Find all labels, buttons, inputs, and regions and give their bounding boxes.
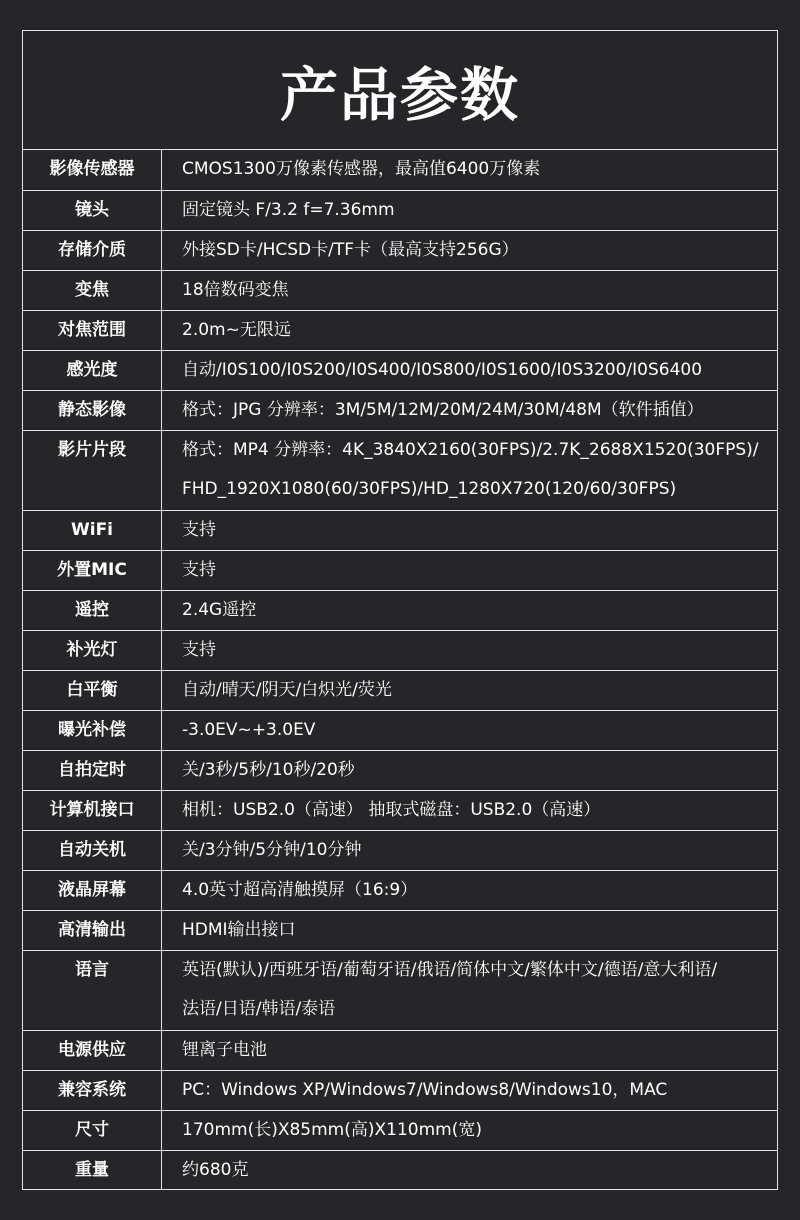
table-row <box>23 590 777 630</box>
spec-key: 遥控 <box>23 590 162 630</box>
spec-key: 镜头 <box>23 190 162 230</box>
table-row <box>23 710 777 750</box>
spec-value-line: 格式：MP4 分辨率：4K_3840X2160(30FPS)/2.7K_2688X1520(30FPS)/ <box>182 439 759 460</box>
spec-value: 相机：USB2.0（高速） 抽取式磁盘：USB2.0（高速） <box>162 790 778 830</box>
table-row <box>23 1030 777 1070</box>
table-row <box>23 670 777 710</box>
table-row <box>23 870 777 910</box>
spec-key: 兼容系统 <box>23 1070 162 1110</box>
spec-key: 计算机接口 <box>23 790 162 830</box>
spec-key: 自拍定时 <box>23 750 162 790</box>
table-row <box>23 150 777 190</box>
spec-key: 对焦范围 <box>23 310 162 350</box>
spec-key: 变焦 <box>23 270 162 310</box>
spec-key: 重量 <box>23 1150 162 1190</box>
spec-value <box>162 430 778 510</box>
spec-value: -3.0EV~+3.0EV <box>162 710 778 750</box>
spec-key: 高清输出 <box>23 910 162 950</box>
spec-table <box>23 150 777 1190</box>
spec-value: 关/3秒/5秒/10秒/20秒 <box>162 750 778 790</box>
spec-key: 电源供应 <box>23 1030 162 1070</box>
spec-value: 关/3分钟/5分钟/10分钟 <box>162 830 778 870</box>
spec-value: 锂离子电池 <box>162 1030 778 1070</box>
spec-key: 液晶屏幕 <box>23 870 162 910</box>
spec-sheet <box>22 30 778 1190</box>
spec-key: 语言 <box>23 950 162 1030</box>
table-row <box>23 950 777 1030</box>
spec-value: 支持 <box>162 550 778 590</box>
table-row <box>23 1150 777 1190</box>
spec-key: 补光灯 <box>23 630 162 670</box>
spec-value: PC：Windows XP/Windows7/Windows8/Windows10，MAC <box>162 1070 778 1110</box>
table-row <box>23 390 777 430</box>
spec-value: 支持 <box>162 630 778 670</box>
table-row <box>23 1070 777 1110</box>
spec-value: 2.0m~无限远 <box>162 310 778 350</box>
table-row <box>23 510 777 550</box>
spec-value: CMOS1300万像素传感器，最高值6400万像素 <box>182 159 541 179</box>
spec-value-line: 法语/日语/韩语/泰语 <box>182 998 336 1019</box>
table-row <box>23 750 777 790</box>
spec-value: 170mm(长)X85mm(高)X110mm(宽) <box>162 1110 778 1150</box>
spec-value: 自动/晴天/阴天/白炽光/荧光 <box>162 670 778 710</box>
spec-value: 18倍数码变焦 <box>162 270 778 310</box>
spec-key: 外置MIC <box>23 550 162 590</box>
spec-value: 4.0英寸超高清触摸屏（16:9） <box>162 870 778 910</box>
table-row <box>23 790 777 830</box>
spec-key: 自动关机 <box>23 830 162 870</box>
table-row <box>23 190 777 230</box>
spec-key: 白平衡 <box>23 670 162 710</box>
table-row <box>23 270 777 310</box>
table-row <box>23 350 777 390</box>
spec-value: 约680克 <box>162 1150 778 1190</box>
spec-value: 2.4G遥控 <box>162 590 778 630</box>
table-row <box>23 430 777 510</box>
spec-value-line: FHD_1920X1080(60/30FPS)/HD_1280X720(120/60/30FPS) <box>182 478 677 499</box>
spec-key: 静态影像 <box>23 390 162 430</box>
table-row <box>23 230 777 270</box>
table-row <box>23 910 777 950</box>
table-row <box>23 830 777 870</box>
spec-value: 格式：JPG 分辨率：3M/5M/12M/20M/24M/30M/48M（软件插值） <box>162 390 778 430</box>
table-row <box>23 630 777 670</box>
spec-value: 自动/I0S100/I0S200/I0S400/I0S800/I0S1600/I0S3200/I0S6400 <box>162 350 778 390</box>
spec-key: 感光度 <box>23 350 162 390</box>
spec-value: 支持 <box>162 510 778 550</box>
spec-value-line: 英语(默认)/西班牙语/葡萄牙语/俄语/简体中文/繁体中文/德语/意大利语/ <box>182 959 718 980</box>
table-row <box>23 310 777 350</box>
spec-key: 曝光补偿 <box>23 710 162 750</box>
page-title: 产品参数 <box>23 31 777 150</box>
spec-key: 影像传感器 <box>23 150 162 190</box>
spec-key: WiFi <box>23 510 162 550</box>
spec-value <box>162 950 778 1030</box>
spec-value: 外接SD卡/HCSD卡/TF卡（最高支持256G） <box>162 230 778 270</box>
table-row <box>23 550 777 590</box>
spec-value: 固定镜头 F/3.2 f=7.36mm <box>162 190 778 230</box>
spec-key: 影片片段 <box>23 430 162 510</box>
spec-key: 存储介质 <box>23 230 162 270</box>
table-row <box>23 1110 777 1150</box>
spec-value: HDMI输出接口 <box>162 910 778 950</box>
spec-key: 尺寸 <box>23 1110 162 1150</box>
